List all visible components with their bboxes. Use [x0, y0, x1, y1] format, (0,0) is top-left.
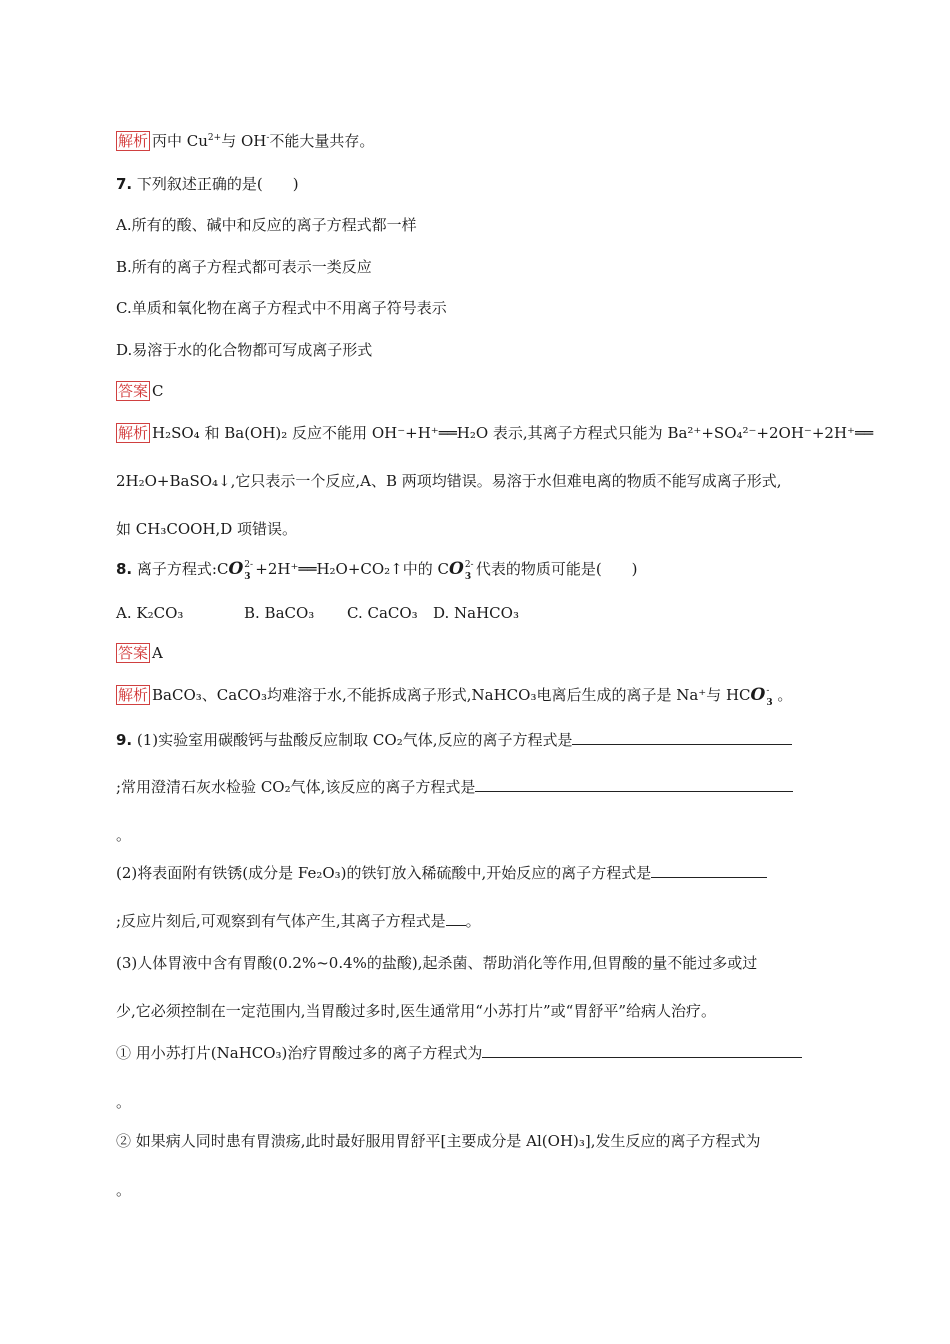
carbonate-ion-symbol: O [228, 559, 244, 579]
question-9-part-3-item-1: ① 用小苏打片(NaHCO₃)治疗胃酸过多的离子方程式为 [116, 1043, 802, 1063]
question-7-option-d: D.易溶于水的化合物都可写成离子形式 [116, 341, 373, 359]
answer-blank[interactable] [475, 777, 793, 792]
question-9-part-1-line-2: ;常用澄清石灰水检验 CO₂气体,该反应的离子方程式是 [116, 777, 793, 797]
question-8-option-c: C. CaCO₃ [347, 604, 418, 622]
explanation-tag: 解析 [118, 132, 149, 150]
question-7-stem: 7. 下列叙述正确的是( ) [116, 175, 299, 193]
question-9-part-1-line-3: 。 [116, 826, 132, 844]
question-9-part-2-line-2: ;反应片刻后,可观察到有气体产生,其离子方程式是 。 [116, 912, 481, 930]
question-7-explanation-line-3: 如 CH₃COOH,D 项错误。 [116, 520, 298, 538]
question-7-option-a: A.所有的酸、碱中和反应的离子方程式都一样 [116, 216, 417, 234]
question-8-option-b: B. BaCO₃ [244, 604, 315, 622]
bicarbonate-ion-symbol: O [750, 685, 766, 705]
question-8-stem: 8. 离子方程式:CO 2- 3 +2H⁺══H₂O+CO₂↑中的 CO 2- 3 代表的物质可能是( ) [116, 559, 638, 582]
question-7-explanation-line-1: 解析 H₂SO₄ 和 Ba(OH)₂ 反应不能用 OH⁻+H⁺══H₂O 表示,其离子方程式只能为 Ba²⁺+SO₄²⁻+2OH⁻+2H⁺══ [118, 424, 874, 442]
question-number: 7. [116, 175, 133, 193]
question-9-part-1-line-1: 9. (1)实验室用碳酸钙与盐酸反应制取 CO₂气体,反应的离子方程式是 [116, 730, 792, 750]
answer-blank[interactable] [482, 1043, 802, 1058]
question-7-option-b: B.所有的离子方程式都可表示一类反应 [116, 258, 372, 276]
question-8-explanation: 解析 BaCO₃、CaCO₃均难溶于水,不能拆成离子形式,NaHCO₃电离后生成的离子是 Na⁺与 HCO - 3 。 [118, 685, 793, 708]
question-8-answer: 答案 A [118, 644, 163, 662]
explanation-q6: 解析 丙中 $Cu^{2+}$与 OH-不能大量共存。 [118, 132, 375, 150]
question-7-answer: 答案 C [118, 382, 164, 400]
question-number: 8. [116, 560, 133, 578]
question-9-part-3-line-2: 少,它必须控制在一定范围内,当胃酸过多时,医生通常用“小苏打片”或“胃舒平”给病人治疗。 [116, 1002, 716, 1020]
question-9-part-2-line-1: (2)将表面附有铁锈(成分是 Fe₂O₃)的铁钉放入稀硫酸中,开始反应的离子方程式是 [116, 863, 767, 883]
question-7-explanation-line-2: 2H₂O+BaSO₄↓,它只表示一个反应,A、B 两项均错误。易溶于水但难电离的物质不能写成离子形式, [116, 472, 782, 490]
question-9-part-3-item-1-end: 。 [116, 1093, 132, 1111]
answer-blank[interactable] [651, 863, 767, 878]
answer-tag: 答案 [118, 644, 149, 662]
question-7-option-c: C.单质和氧化物在离子方程式中不用离子符号表示 [116, 299, 447, 317]
carbonate-ion-symbol: O [449, 559, 464, 579]
explanation-tag: 解析 [118, 686, 149, 704]
explanation-tag: 解析 [118, 424, 149, 442]
answer-blank[interactable] [446, 911, 466, 926]
question-number: 9. [116, 731, 133, 749]
question-9-part-3-item-2-end: 。 [116, 1181, 132, 1199]
question-8-option-d: D. NaHCO₃ [433, 604, 519, 622]
question-8-option-a: A. K₂CO₃ [116, 604, 184, 622]
question-9-part-3-item-2: ② 如果病人同时患有胃溃疡,此时最好服用胃舒平[主要成分是 Al(OH)₃],发生反应的离子方程式为 [116, 1132, 761, 1150]
answer-tag: 答案 [118, 382, 149, 400]
answer-blank[interactable] [572, 730, 792, 745]
question-9-part-3-line-1: (3)人体胃液中含有胃酸(0.2%~0.4%的盐酸),起杀菌、帮助消化等作用,但胃酸的量不能过多或过 [116, 954, 758, 972]
